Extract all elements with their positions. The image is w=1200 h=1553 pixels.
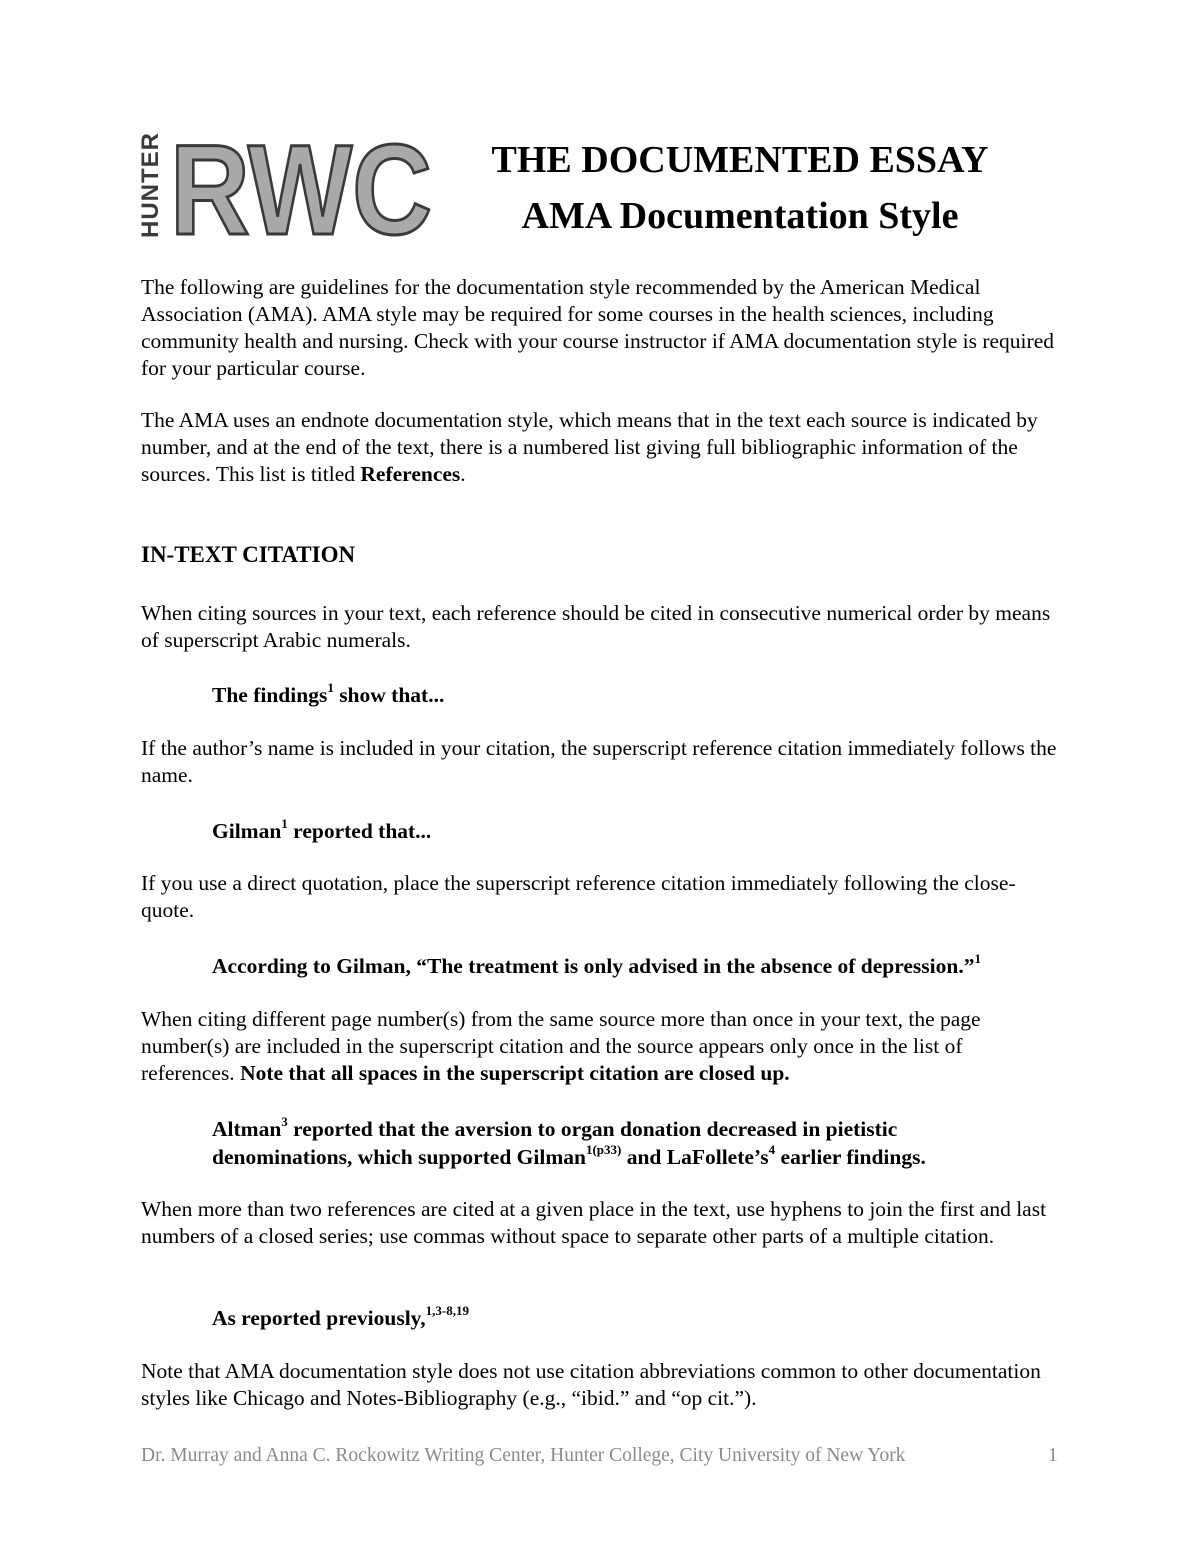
example-text: The findings: [212, 683, 328, 707]
example-gilman: [212, 817, 1072, 845]
paragraph-consecutive-order: When citing sources in your text, each reference should be cited in consecutive numerical order by means of superscript Arabic numerals.: [141, 601, 1051, 652]
example-altman: [212, 1115, 1012, 1171]
paragraph-multiple-citations: When more than two references are cited at a given place in the text, use hyphens to join the first and last numbers of a closed series; use commas without space to separate other parts of a multiple citation.: [141, 1197, 1047, 1248]
title-line-1: THE DOCUMENTED ESSAY: [491, 139, 989, 181]
document-title: [440, 132, 1040, 244]
section-heading-in-text-citation: IN-TEXT CITATION: [141, 542, 356, 567]
page-numbers-text: When citing different page number(s) from the same source more than once in your text, the page number(s) are included in the superscript citation and the source appears only once in the list of references.: [141, 1007, 981, 1085]
superscript-citation: 4: [768, 1141, 776, 1157]
superscript-citation: 1: [327, 679, 334, 695]
intro-paragraph-1: The following are guidelines for the documentation style recommended by the American Medical Association (AMA). AMA style may be required for some courses in the health sciences, including community health and nursing. Check with your course instructor if AMA documentation style is required for your particular course.: [141, 275, 1054, 380]
example-reported-previously: [212, 1304, 1072, 1332]
superscript-citation: 1: [974, 950, 981, 966]
example-quotation: [212, 952, 1072, 980]
paragraph-direct-quotation: If you use a direct quotation, place the superscript reference citation immediately following the close-quote.: [141, 871, 1016, 922]
example-text: and LaFollete’s: [621, 1145, 769, 1169]
example-text: reported that...: [287, 819, 432, 843]
title-line-2: AMA Documentation Style: [521, 195, 959, 237]
superscript-citation: 1: [281, 815, 288, 831]
intro-p2-end: .: [460, 462, 466, 486]
example-findings: [212, 681, 1072, 709]
page-numbers-note: Note that all spaces in the superscript citation are closed up.: [240, 1061, 790, 1085]
hunter-rwc-logo: [136, 119, 436, 262]
superscript-citation: 3: [281, 1113, 288, 1129]
references-term: References: [360, 462, 461, 486]
superscript-citation: 1,3-8,19: [425, 1302, 469, 1318]
example-text: show that...: [333, 683, 445, 707]
logo-rwc-text: RWC: [170, 119, 432, 262]
example-text: Altman: [212, 1117, 282, 1141]
superscript-citation: 1(p33): [585, 1141, 622, 1157]
page-number: 1: [1048, 1445, 1058, 1466]
intro-p2-text: The AMA uses an endnote documentation style, which means that in the text each source is indicated by number, and at the end of the text, there is a numbered list giving full bibliographic information of the sources. This list is titled: [141, 408, 1038, 486]
paragraph-abbreviations-note: Note that AMA documentation style does not use citation abbreviations common to other documentation styles like Chicago and Notes-Bibliography (e.g., “ibid.” and “op cit.”).: [141, 1359, 1041, 1410]
logo-hunter-text: HUNTER: [137, 132, 164, 238]
example-text: According to Gilman, “The treatment is only advised in the absence of depression.”: [212, 954, 975, 978]
example-text: earlier findings.: [775, 1145, 926, 1169]
paragraph-author-name: If the author’s name is included in your citation, the superscript reference citation immediately follows the name.: [141, 736, 1057, 787]
paragraph-page-numbers: [141, 1006, 1061, 1087]
example-text: Gilman: [212, 819, 282, 843]
example-text: reported that the aversion to organ donation decreased in pietistic denominations, which supported Gilman: [212, 1117, 898, 1169]
example-text: As reported previously,: [212, 1306, 426, 1330]
footer-text: Dr. Murray and Anna C. Rockowitz Writing Center, Hunter College, City University of New York: [141, 1445, 906, 1466]
intro-paragraph-2: [141, 407, 1061, 488]
